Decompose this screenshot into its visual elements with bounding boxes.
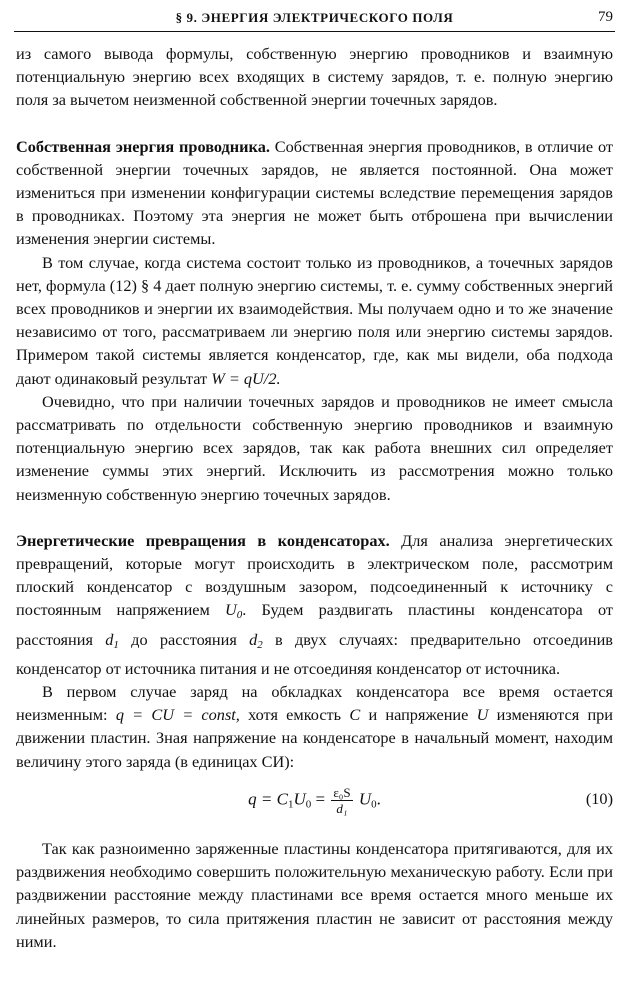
symbol-U: U: [476, 705, 489, 725]
formula-fraction: $\frac{\text{ε₀S}}{\text{d₁}}$: [333, 784, 351, 816]
paragraph-text: . Будем раздвигать пластины конденсатора от расстояния: [16, 600, 613, 649]
symbol-C: C: [349, 705, 361, 725]
display-formula-10: [16, 777, 613, 823]
section-title: § 9. ЭНЕРГИЯ ЭЛЕКТРИЧЕСКОГО ПОЛЯ: [175, 10, 454, 25]
paragraph-text: В том случае, когда система состоит только из проводников, а точечных зарядов нет, формула (12) § 4 дает полную энергию системы, т. е. сумму собственных энергий всех проводников и энергии их взаимодействия. Мы получаем одно и то же значение независимо от того, рассматриваем ли энергию поля или энергию системы зарядов. Примером такой системы является конденсатор, где, как мы видели, оба подхода дают одинаковый результат: [16, 252, 613, 388]
paragraph-text: изменяются при движении пластин. Зная напряжение на конденсаторе в начальный момент, находим величину этого заряда (в единицах СИ):: [16, 705, 614, 771]
paragraph-continued: из самого вывода формулы, собственную энергию проводников и взаимную потенциальную энергию всех входящих в систему зарядов, т. е. полную энергию поля за вычетом неизменной собственной энергии точечных зарядов.: [16, 44, 613, 110]
paragraph-text: хотя емкость: [248, 705, 342, 725]
paragraph-conductors-only: [16, 251, 613, 390]
symbol-d1: $d_1$: [105, 629, 119, 651]
formula-body: $q = C_1U_0$ = $\frac{\text{ε₀S}}{\text{d₁}}$ $U_0$.: [248, 784, 381, 816]
symbol-U0: $U_0$: [225, 600, 243, 622]
paragraph-text: в двух случаях: предварительно отсоединив конденсатор от источника питания и не отсоединяя конденсатор от источника.: [16, 629, 613, 678]
paragraph-energy-transforms: [16, 529, 613, 680]
paragraph-text: до расстояния: [131, 629, 237, 649]
symbol-d2: $d_2$: [249, 629, 263, 651]
paragraph-text: В первом случае заряд на обкладках конденсатора все время остается неизменным:: [16, 682, 613, 725]
paragraph-text: Для анализа энергетических превращений, которые могут происходить в электрическом поле, рассмотрим плоский конденсатор с воздушным зазором, подсоединенный к источнику с постоянным напряжением: [16, 530, 613, 620]
inline-formula: q = CU = const,: [115, 705, 240, 725]
running-header: [14, 6, 615, 32]
equation-number: (10): [585, 788, 613, 808]
page-number: 79: [598, 9, 613, 25]
paragraph-text: Собственная энергия проводников, в отличие от собственной энергии точечных зарядов, не является постоянной. Она может измениться при изменении конфигурации системы вследствие перемещения зарядов в проводниках. Поэтому эта энергия не может быть отброшена при вычислении изменения энергии системы.: [16, 136, 613, 249]
paragraph-self-energy: [16, 135, 613, 251]
paragraph-plates-attract: Так как разноименно заряженные пластины конденсатора притягиваются, для их раздвижения необходимо совершить положительную механическую работу. Если при раздвижении расстояние между пластинами все время остается много меньше их линейных размеров, то сила притяжения пластин не зависит от расстояния между ними.: [16, 838, 613, 951]
paragraph-point-charges: Очевидно, что при наличии точечных зарядов и проводников не имеет смысла рассматривать по отдельности собственную энергию проводников и взаимную потенциальную энергию всех зарядов, так как работа внешних сил определяет изменение суммы этих энергий. Исключить из рассмотрения можно только неизменную собственную энергию точечных зарядов.: [16, 391, 613, 504]
inline-formula: W = qU/2.: [211, 368, 281, 388]
heading-energy-transforms: Энергетические превращения в конденсаторах.: [16, 530, 390, 550]
header-rule: [14, 31, 615, 32]
paragraph-text: и напряжение: [368, 705, 469, 725]
heading-self-energy: Собственная энергия проводника.: [16, 136, 270, 156]
page-body: [16, 42, 613, 953]
paragraph-first-case: [16, 680, 613, 773]
